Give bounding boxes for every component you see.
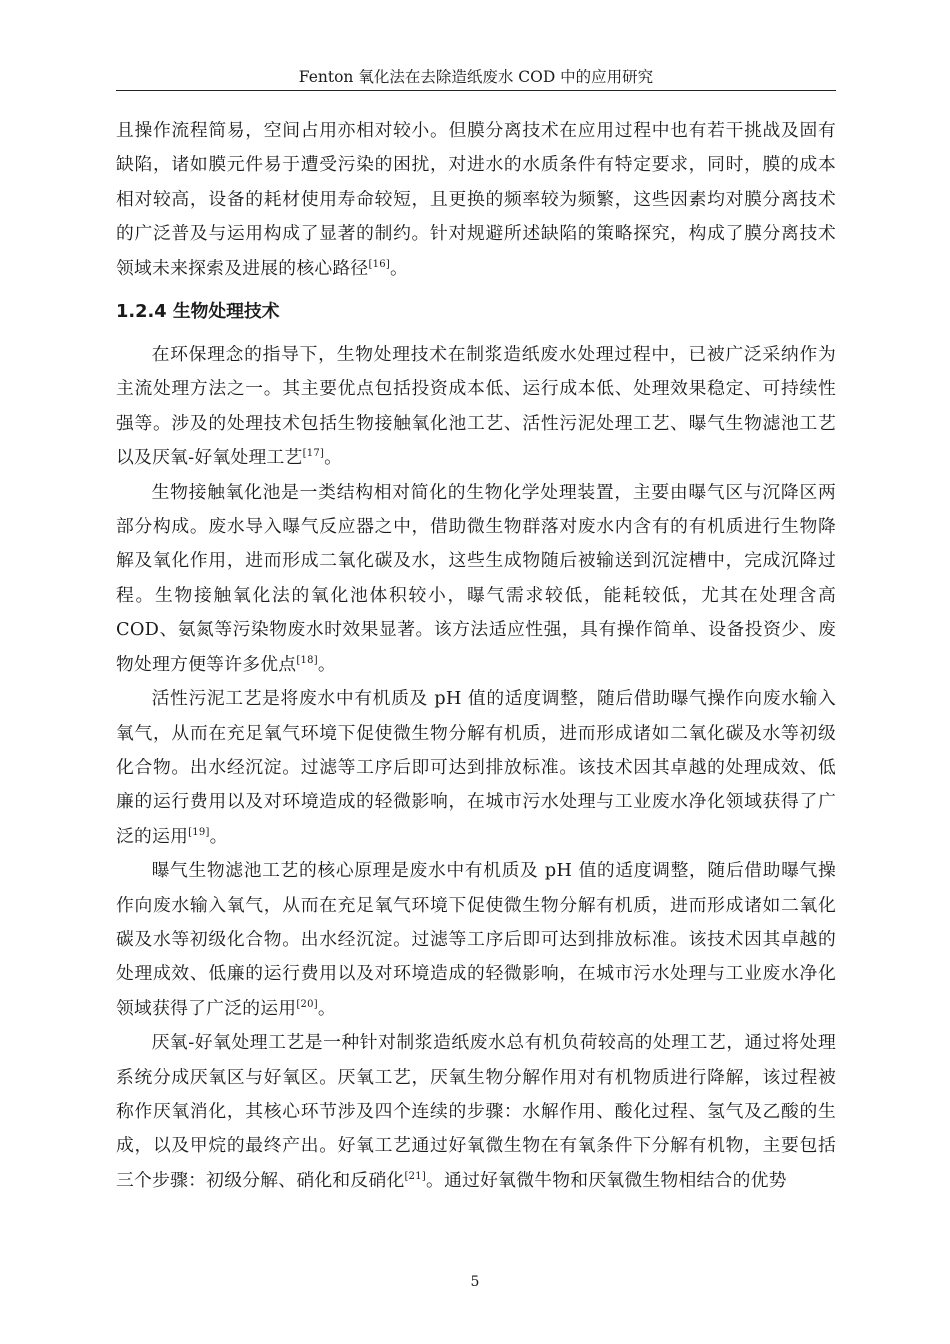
paragraph-text: 活性污泥工艺是将废水中有机质及 pH 值的适度调整，随后借助曝气操作向废水输入氧气，从而在充足氧气环境下促使微生物分解有机质，进而形成诸如二氧化碳及水等初级化合物。出水经沉淀。过滤等工序后即可达到排放标准。该技术因其卓越的处理成效、低廉的运行费用以及对环境造成的轻微影响，在城市污水处理与工业废水净化领域获得了广泛的运用	[116, 688, 836, 847]
paragraph-tail: 。	[209, 825, 228, 847]
paragraph-text: 生物接触氧化池是一类结构相对简化的生物化学处理装置，主要由曝气区与沉降区两部分构成。废水导入曝气反应器之中，借助微生物群落对废水内含有的有机质进行生物降解及氧化作用，进而形成二氧化碳及水，这些生成物随后被输送到沉淀槽中，完成沉降过程。生物接触氧化法的氧化池体积较小，曝气需求较低，能耗较低，尤其在处理含高COD、氨氮等污染物废水时效果显著。该方法适应性强，具有操作简单、设备投资少、废物处理方便等许多优点	[116, 481, 836, 675]
citation-16: [16]	[368, 258, 390, 270]
paragraph-text: 在环保理念的指导下，生物处理技术在制浆造纸废水处理过程中，已被广泛采纳作为主流处理方法之一。其主要优点包括投资成本低、运行成本低、处理效果稳定、可持续性强等。涉及的处理技术包括生物接触氧化池工艺、活性污泥处理工艺、曝气生物滤池工艺以及厌氧-好氧处理工艺	[116, 344, 836, 469]
citation-21: [21]	[404, 1170, 427, 1182]
paragraph-text: 厌氧-好氧处理工艺是一种针对制浆造纸废水总有机负荷较高的处理工艺，通过将处理系统分成厌氧区与好氧区。厌氧工艺，厌氧生物分解作用对有机物质进行降解，该过程被称作厌氧消化，其核心环节涉及四个连续的步骤：水解作用、酸化过程、氢气及乙酸的生成，以及甲烷的最终产出。好氧工艺通过好氧微生物在有氧条件下分解有机物，主要包括三个步骤：初级分解、硝化和反硝化	[116, 1032, 836, 1191]
citation-19: [19]	[188, 826, 210, 838]
paragraph-biological-aerated-filter	[116, 854, 836, 1026]
paragraph-tail: 。	[317, 997, 336, 1019]
page-number: 5	[470, 1274, 480, 1290]
citation-18: [18]	[296, 654, 318, 666]
paragraph-tail: 。通过好氧微牛物和厌氧微生物相结合的优势	[426, 1169, 787, 1191]
running-header-title: Fenton 氧化法在去除造纸废水 COD 中的应用研究	[298, 68, 654, 86]
citation-20: [20]	[296, 998, 318, 1010]
paragraph-activated-sludge	[116, 682, 836, 854]
paragraph-tail: 。	[324, 447, 343, 469]
paragraph-biological-intro	[116, 338, 836, 476]
paragraph-membrane-continuation	[116, 114, 836, 286]
paragraph-contact-oxidation	[116, 476, 836, 682]
citation-17: [17]	[302, 448, 325, 460]
paragraph-anaerobic-aerobic	[116, 1026, 836, 1198]
running-header	[116, 64, 836, 91]
paragraph-tail: 。	[317, 653, 336, 675]
paragraph-text: 曝气生物滤池工艺的核心原理是废水中有机质及 pH 值的适度调整，随后借助曝气操作向废水输入氧气，从而在充足氧气环境下促使微生物分解有机质，进而形成诸如二氧化碳及水等初级化合物。出水经沉淀。过滤等工序后即可达到排放标准。该技术因其卓越的处理成效、低廉的运行费用以及对环境造成的轻微影响，在城市污水处理与工业废水净化领域获得了广泛的运用	[116, 860, 836, 1019]
paragraph-text: 且操作流程简易，空间占用亦相对较小。但膜分离技术在应用过程中也有若干挑战及固有缺陷，诸如膜元件易于遭受污染的困扰，对进水的水质条件有特定要求，同时，膜的成本相对较高，设备的耗材使用寿命较短，且更换的频率较为频繁，这些因素均对膜分离技术的广泛普及与运用构成了显著的制约。针对规避所述缺陷的策略探究，构成了膜分离技术领域未来探索及进展的核心路径	[116, 120, 836, 279]
page-body	[116, 114, 836, 1198]
section-heading-biological-treatment: 1.2.4 生物处理技术	[116, 301, 280, 323]
paragraph-tail: 。	[389, 257, 409, 279]
